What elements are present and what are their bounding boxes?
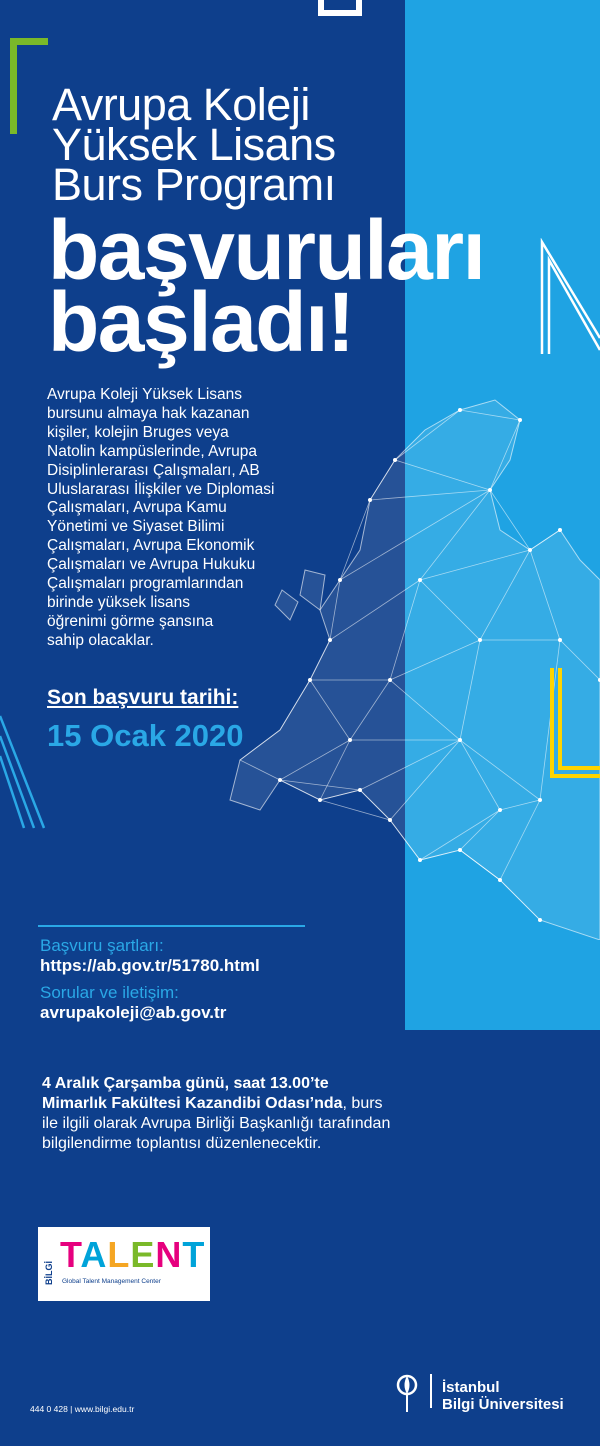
top-white-bracket bbox=[318, 0, 362, 16]
deadline-label: Son başvuru tarihi: bbox=[47, 686, 239, 709]
description-line: bursunu almaya hak kazanan bbox=[47, 404, 250, 422]
title-line-2: Yüksek Lisans bbox=[52, 119, 336, 170]
requirements-link[interactable]: https://ab.gov.tr/51780.html bbox=[40, 956, 260, 975]
bilgi-talent-logo bbox=[38, 1227, 210, 1301]
description-line: Çalışmaları ve Avrupa Hukuku bbox=[47, 556, 256, 574]
letter-l-outline-graphic bbox=[548, 668, 600, 780]
footer-divider bbox=[430, 1374, 432, 1408]
meeting-text: ile ilgili olarak Avrupa Birliği Başkanlığı tarafından bbox=[42, 1115, 391, 1132]
title-block bbox=[52, 79, 336, 210]
logo-letter: E bbox=[130, 1234, 156, 1275]
headline-line-1: başvuruları bbox=[48, 203, 485, 297]
headline-block bbox=[48, 203, 485, 369]
description-line: Disiplinlerarası Çalışmaları, AB bbox=[47, 461, 260, 479]
logo-letter: L bbox=[107, 1234, 131, 1275]
description-line: birinde yüksek lisans bbox=[47, 593, 191, 611]
footer-contact: 444 0 428 | www.bilgi.edu.tr bbox=[30, 1404, 135, 1414]
meeting-location: Mimarlık Fakültesi Kazandibi Odası’nda bbox=[42, 1095, 343, 1112]
description-line: Avrupa Koleji Yüksek Lisans bbox=[47, 386, 243, 403]
contact-label: Sorular ve iletişim: bbox=[40, 983, 179, 1002]
description-line: Çalışmaları, Avrupa Kamu bbox=[47, 499, 227, 517]
requirements-label: Başvuru şartları: bbox=[40, 936, 164, 955]
title-line-3: Burs Programı bbox=[52, 159, 336, 210]
description-line: Yönetimi ve Siyaset Bilimi bbox=[47, 518, 225, 536]
meeting-time: 4 Aralık Çarşamba günü, saat 13.00’te bbox=[42, 1075, 329, 1092]
logo-letter: A bbox=[80, 1234, 108, 1275]
university-name bbox=[442, 1379, 564, 1413]
university-name-line-2: Bilgi Üniversitesi bbox=[442, 1396, 564, 1413]
logo-prefix: BİLGİ bbox=[44, 1261, 54, 1285]
description-line: Çalışmaları programlarından bbox=[47, 575, 244, 593]
logo-letter: T bbox=[182, 1234, 206, 1275]
letter-n-outline-graphic bbox=[538, 238, 600, 356]
description-line: Uluslararası İlişkiler ve Diplomasi bbox=[47, 480, 275, 498]
meeting-announcement bbox=[42, 1074, 462, 1154]
logo-wordmark bbox=[60, 1234, 206, 1275]
headline-line-2: başladı! bbox=[48, 275, 354, 369]
meeting-text: , burs bbox=[342, 1095, 383, 1112]
bilgi-university-emblem-icon bbox=[396, 1372, 418, 1414]
description-line: Natolin kampüslerinde, Avrupa bbox=[47, 442, 257, 460]
description-line: kişiler, kolejin Bruges veya bbox=[47, 423, 229, 441]
info-block bbox=[40, 936, 260, 1023]
green-corner-bracket bbox=[10, 38, 48, 134]
meeting-text: bilgilendirme toplantısı düzenlenecektir. bbox=[42, 1135, 322, 1152]
description-line: Çalışmaları, Avrupa Ekonomik bbox=[47, 537, 255, 555]
deadline-date: 15 Ocak 2020 bbox=[47, 718, 244, 753]
logo-letter: N bbox=[155, 1234, 183, 1275]
letter-a-outline-graphic bbox=[0, 706, 48, 830]
logo-subtitle: Global Talent Management Center bbox=[62, 1278, 161, 1285]
title-line-1: Avrupa Koleji bbox=[52, 79, 310, 130]
university-name-line-1: İstanbul bbox=[442, 1379, 500, 1396]
description-line: sahip olacaklar. bbox=[47, 631, 154, 649]
logo-letter: T bbox=[60, 1234, 81, 1275]
description-line: öğrenimi görme şansına bbox=[47, 612, 214, 630]
info-divider bbox=[38, 925, 305, 927]
contact-email-link[interactable]: avrupakoleji@ab.gov.tr bbox=[40, 1003, 227, 1022]
description-paragraph bbox=[47, 386, 337, 651]
logo-prefix-wrapper bbox=[44, 1241, 60, 1285]
